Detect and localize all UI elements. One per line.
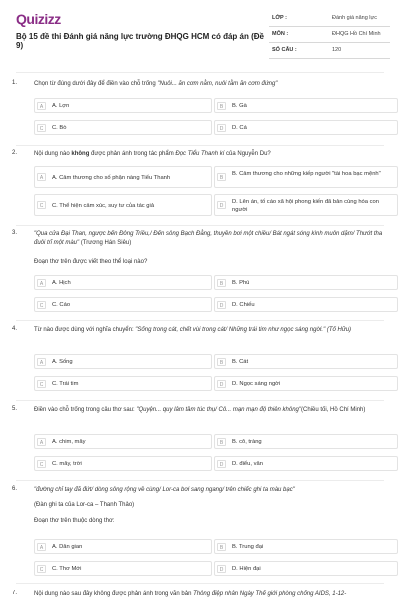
option-letter: A [37,358,46,366]
option-text: A. Sống [52,359,73,365]
question-divider [16,225,384,226]
question-2 [12,150,390,222]
option-letter: D [217,124,226,132]
meta-row-class [269,11,390,27]
header-divider [16,72,384,73]
meta-row-count [269,43,390,59]
question-stem: Nội dung nào [34,151,72,157]
question-stem: Chọn từ đúng dưới đây để điền vào chỗ trống [34,81,158,87]
question-divider [16,480,384,481]
option-text: B. Trung đại [232,544,264,550]
option-c[interactable] [34,456,212,471]
option-d[interactable] [214,194,398,216]
option-a[interactable] [34,166,212,188]
option-letter: B [217,543,226,551]
question-stem: Điền vào chỗ trống trong câu thơ sau: [34,407,137,413]
question-prompt: Đoạn thơ trên thuộc dòng thơ: [34,518,115,524]
option-letter: B [217,102,226,110]
question-number: 3. [12,230,18,236]
option-d[interactable] [214,120,398,135]
question-divider [16,400,384,401]
question-stem: được phản ánh trong tác phẩm [89,151,176,157]
question-quote: Thông điệp nhân Ngày Thế giới phòng chống AIDS, 1-12- [193,591,347,597]
question-text [34,590,386,599]
option-letter: C [37,124,46,132]
option-b[interactable] [214,275,398,290]
worksheet-header [0,0,400,64]
question-number: 7. [12,590,18,596]
question-source: (Đàn ghi ta của Lor-ca – Thanh Thảo) [34,502,135,508]
option-c[interactable] [34,297,212,312]
option-c[interactable] [34,120,212,135]
question-text [34,326,386,335]
option-letter: D [217,565,226,573]
question-quote: Đọc Tiểu Thanh kí [175,151,225,157]
option-text: B. Cát [232,359,249,365]
option-text: C. Thể hiện cảm xúc, suy tư của tác giả [52,203,155,209]
option-letter: C [37,565,46,573]
question-text [34,406,386,415]
option-letter: B [217,358,226,366]
option-c[interactable] [34,376,212,391]
option-b[interactable] [214,166,398,188]
option-text: A. Cảm thương cho số phận nàng Tiểu Thanh [52,175,171,181]
meta-row-subject [269,27,390,43]
question-4 [12,326,390,398]
question-stem: (Chiều tối, Hồ Chí Minh) [301,407,366,413]
question-number: 4. [12,326,18,332]
option-a[interactable] [34,98,212,113]
question-1 [12,80,390,140]
question-divider [16,145,384,146]
meta-value: 120 [332,47,342,53]
question-divider [16,320,384,321]
option-letter: A [37,102,46,110]
option-text: C. Cáo [52,302,71,308]
meta-value: Đánh giá năng lực [332,15,377,21]
option-a[interactable] [34,275,212,290]
option-text: A. Dân gian [52,544,83,550]
option-d[interactable] [214,456,398,471]
option-letter: A [37,279,46,287]
question-text [34,150,386,159]
option-letter: B [217,279,226,287]
question-number: 1. [12,80,18,86]
option-letter: B [217,173,226,181]
meta-label: MÔN : [272,31,289,37]
option-text: C. Trái tim [52,381,79,387]
option-text: A. chim, mây [52,439,86,445]
question-prompt: Đoạn thơ trên được viết theo thể loại nào? [34,259,148,265]
option-text: B. Gà [232,103,247,109]
option-letter: B [217,438,226,446]
question-7 [12,590,390,600]
option-text: D. Hiện đại [232,566,261,572]
question-quote: "Qua cửa Đại Than, ngược bến Đông Triều,/ Đến sông Bạch Đằng, thuyền bơi một chiều/ Bát ngát sóng kình muôn dặm/ Thướt tha đuôi trĩ một màu" [34,231,383,246]
option-text: A. Lợn [52,103,70,109]
question-stem: Từ nào được dùng với nghĩa chuyển: [34,327,136,333]
option-d[interactable] [214,376,398,391]
option-letter: A [37,438,46,446]
question-number: 6. [12,486,18,492]
option-text: B. Phú [232,280,250,286]
question-divider [16,583,384,584]
meta-label: LỚP : [272,15,287,21]
option-b[interactable] [214,354,398,369]
question-stem: (Trương Hán Siêu) [79,239,132,246]
question-stem: Nội dung nào sau đây không được phản ánh trong văn bản [34,591,194,597]
option-letter: C [37,301,46,309]
option-letter: A [37,543,46,551]
option-text: C. Bò [52,125,67,131]
question-quote: "Sống trong cát, chết vùi trong cát/ Những trái tim như ngọc sáng ngời." (Tố Hữu) [135,327,352,333]
meta-table [269,11,390,59]
question-stem: của Nguyễn Du? [224,151,271,157]
option-letter: C [37,380,46,388]
option-text: A. Hịch [52,280,71,286]
option-text: C. mây, trời [52,461,82,467]
question-text [34,230,386,247]
option-text: B. cô, tràng [232,439,262,445]
option-d[interactable] [214,297,398,312]
option-text: D. Lên án, tố cáo xã hội phong kiến đã bản cùng hóa con người [232,199,379,213]
option-text: D. Chiếu [232,302,255,308]
document-title: Bộ 15 đề thi Đánh giá năng lực trường ĐHQG HCM có đáp án (Đề 9) [16,32,264,50]
question-5 [12,406,390,478]
option-letter: D [217,301,226,309]
question-quote: "Quyện... quy lâm tầm túc thụ/ Cô... mạn mạn độ thiên không" [136,407,302,413]
question-6 [12,486,390,582]
option-text: D. Ngọc sáng ngời [232,381,281,387]
meta-value: ĐHQG Hồ Chí Minh [332,31,381,37]
option-letter: C [37,201,46,209]
option-c[interactable] [34,561,212,576]
question-number: 2. [12,150,18,156]
meta-label: SỐ CÂU : [272,47,297,53]
option-text: D. điểu, vân [232,461,263,467]
question-text [34,486,386,495]
question-quote: "đường chỉ tay đã đứt/ dòng sông rộng về cùng/ Lor-ca bơi sang ngang/ trên chiếc ghi ta màu bạc" [34,487,295,493]
question-emphasis: không [71,151,90,157]
question-3 [12,230,390,318]
option-letter: D [217,380,226,388]
option-letter: D [217,201,226,209]
option-a[interactable] [34,539,212,554]
option-text: B. Cảm thương cho những kiếp người "tài hoa bạc mệnh" [232,171,381,177]
question-number: 5. [12,406,18,412]
option-b[interactable] [214,434,398,449]
option-text: D. Cá [232,125,247,131]
option-b[interactable] [214,539,398,554]
option-letter: D [217,460,226,468]
option-letter: A [37,173,46,181]
option-text: C. Thơ Mới [52,566,82,572]
quizizz-logo: Quizizz [16,11,61,27]
option-a[interactable] [34,434,212,449]
option-a[interactable] [34,354,212,369]
question-text [34,80,386,89]
question-quote: "Nuôi... ăn cơm nằm, nuôi tằm ăn cơm đứng" [157,81,278,87]
option-b[interactable] [214,98,398,113]
option-d[interactable] [214,561,398,576]
option-letter: C [37,460,46,468]
option-c[interactable] [34,194,212,216]
